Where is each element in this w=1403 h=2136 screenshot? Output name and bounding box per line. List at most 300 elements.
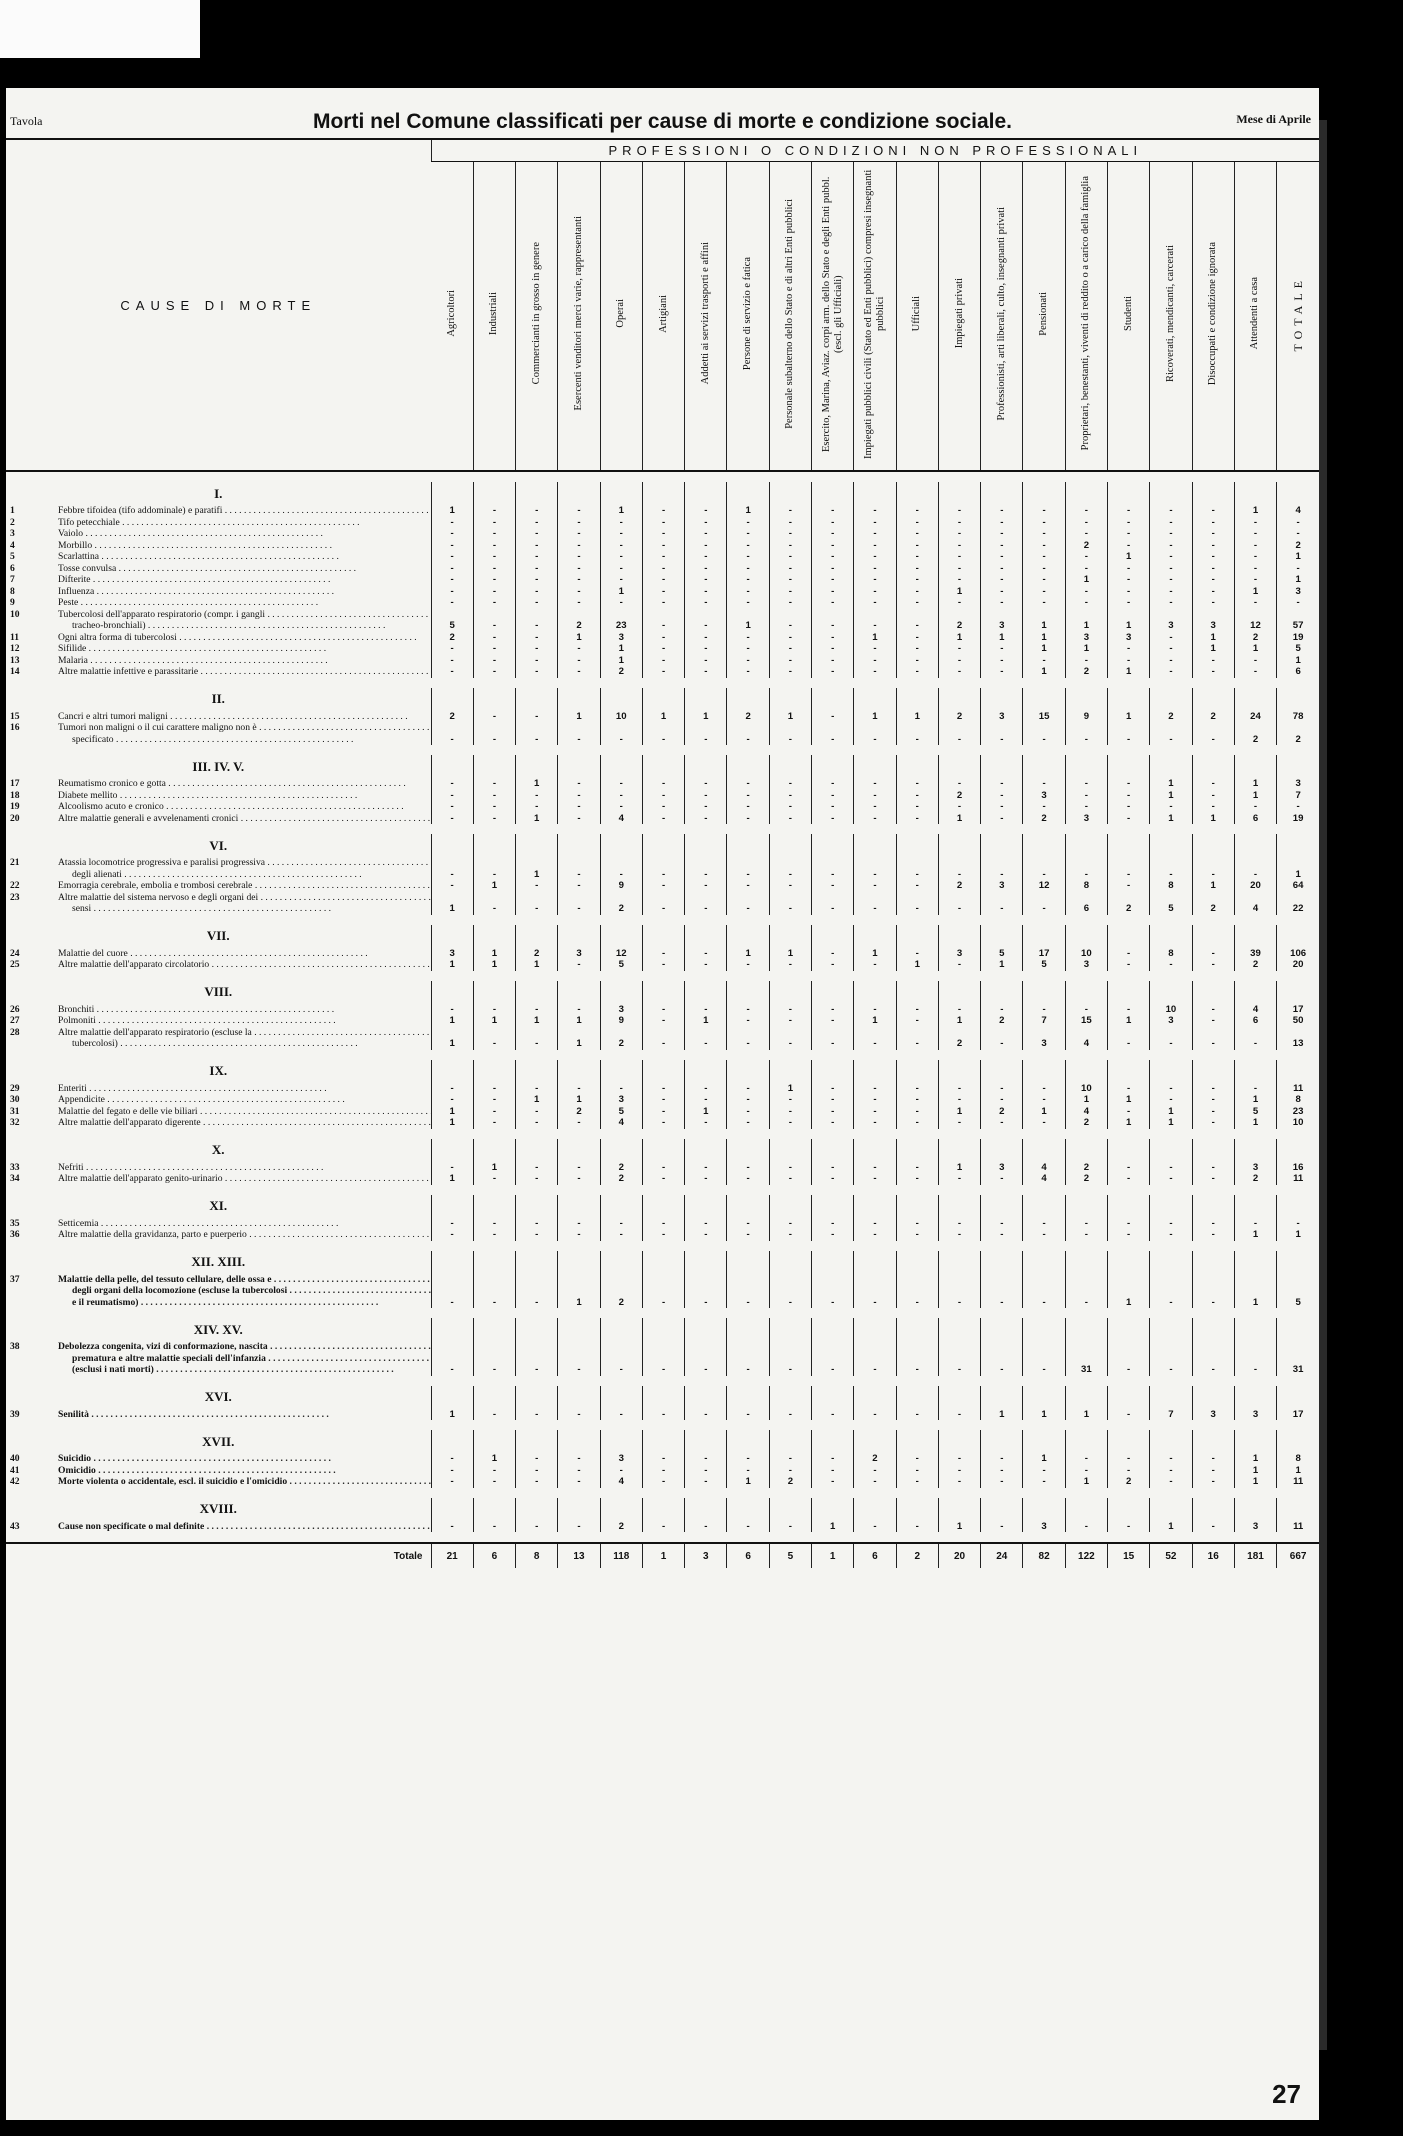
- value-cell: 7: [1150, 1409, 1192, 1421]
- value-cell: 2: [1065, 1117, 1107, 1129]
- value-cell: -: [1023, 1229, 1065, 1241]
- value-cell: -: [769, 1409, 811, 1421]
- value-cell: -: [896, 505, 938, 517]
- column-header-label: Agricoltori: [445, 290, 457, 337]
- value-cell: -: [896, 1117, 938, 1129]
- value-cell: 1: [1277, 1229, 1319, 1241]
- value-cell: -: [727, 1117, 769, 1129]
- value-cell: -: [938, 528, 980, 540]
- cause-number: [10, 1038, 58, 1050]
- value-cell: -: [473, 813, 515, 825]
- value-cell: -: [473, 722, 515, 745]
- value-cell: -: [473, 1094, 515, 1106]
- value-cell: 10: [1065, 1083, 1107, 1095]
- value-cell: 1: [1023, 643, 1065, 655]
- value-cell: -: [431, 1004, 473, 1016]
- value-cell: -: [812, 1027, 854, 1050]
- value-cell: 1: [685, 711, 727, 723]
- cause-cell: [6, 1274, 431, 1309]
- value-cell: -: [1023, 892, 1065, 915]
- cause-number: 1: [10, 505, 15, 516]
- value-cell: -: [812, 1409, 854, 1421]
- value-cell: -: [516, 1162, 558, 1174]
- column-header-label: Pensionati: [1038, 291, 1050, 336]
- column-header-label: Proprietari, benestanti, viventi di reddito o a carico della famiglia: [1080, 176, 1092, 451]
- value-cell: -: [981, 790, 1023, 802]
- value-cell: -: [431, 880, 473, 892]
- section-label: VII.: [206, 928, 230, 943]
- value-cell: -: [1192, 790, 1234, 802]
- value-cell: -: [600, 722, 642, 745]
- value-cell: -: [812, 597, 854, 609]
- value-cell: -: [1023, 1341, 1065, 1376]
- value-cell: -: [685, 597, 727, 609]
- total-cell: 118: [600, 1543, 642, 1568]
- cause-cell: [6, 1162, 431, 1174]
- value-cell: -: [1234, 563, 1276, 575]
- value-cell: -: [473, 574, 515, 586]
- value-cell: 1: [938, 586, 980, 598]
- value-cell: 1: [1277, 551, 1319, 563]
- value-cell: -: [1192, 1453, 1234, 1465]
- value-cell: -: [854, 959, 896, 971]
- value-cell: -: [769, 813, 811, 825]
- column-header: [854, 162, 896, 472]
- value-cell: 1: [981, 959, 1023, 971]
- cause-text: degli alienati . . .: [58, 869, 431, 881]
- value-cell: 9: [600, 1015, 642, 1027]
- table-row: [6, 505, 1319, 517]
- value-cell: -: [685, 574, 727, 586]
- value-cell: -: [642, 1004, 684, 1016]
- value-cell: 1: [938, 1521, 980, 1533]
- total-cell: 6: [854, 1543, 896, 1568]
- table-row: [6, 1117, 1319, 1129]
- value-cell: -: [896, 655, 938, 667]
- value-cell: -: [769, 959, 811, 971]
- value-cell: -: [1108, 1106, 1150, 1118]
- value-cell: -: [1108, 655, 1150, 667]
- value-cell: -: [812, 1117, 854, 1129]
- value-cell: -: [558, 1004, 600, 1016]
- value-cell: 1: [981, 1409, 1023, 1421]
- value-cell: -: [981, 597, 1023, 609]
- value-cell: 1: [1150, 790, 1192, 802]
- value-cell: -: [812, 1004, 854, 1016]
- value-cell: -: [812, 1341, 854, 1376]
- value-cell: -: [642, 528, 684, 540]
- value-cell: -: [1065, 1218, 1107, 1230]
- value-cell: -: [431, 563, 473, 575]
- cause-number: [10, 869, 58, 881]
- section-header-row: [6, 1251, 1319, 1274]
- value-cell: -: [896, 632, 938, 644]
- value-cell: -: [473, 1274, 515, 1309]
- cause-text: Debolezza congenita, vizi di conformazione, nascita . . .: [58, 1341, 431, 1353]
- value-cell: -: [854, 1173, 896, 1185]
- value-cell: 2: [1065, 1162, 1107, 1174]
- cause-number: 12: [10, 643, 20, 654]
- value-cell: -: [685, 643, 727, 655]
- value-cell: -: [1023, 801, 1065, 813]
- value-cell: 4: [1277, 505, 1319, 517]
- value-cell: -: [600, 528, 642, 540]
- value-cell: -: [727, 540, 769, 552]
- value-cell: -: [1192, 540, 1234, 552]
- cause-number: 30: [10, 1094, 20, 1105]
- value-cell: -: [685, 1476, 727, 1488]
- value-cell: 2: [600, 892, 642, 915]
- value-cell: -: [812, 1094, 854, 1106]
- value-cell: 1: [558, 632, 600, 644]
- cause-number: 4: [10, 539, 15, 551]
- value-cell: -: [1108, 563, 1150, 575]
- value-cell: -: [938, 1004, 980, 1016]
- value-cell: 3: [1234, 1162, 1276, 1174]
- total-cell: 3: [685, 1543, 727, 1568]
- value-cell: -: [1108, 1004, 1150, 1016]
- value-cell: -: [896, 1229, 938, 1241]
- value-cell: -: [1023, 1004, 1065, 1016]
- value-cell: -: [558, 563, 600, 575]
- value-cell: -: [1108, 643, 1150, 655]
- value-cell: -: [516, 632, 558, 644]
- cause-cell: [6, 813, 431, 825]
- value-cell: -: [516, 574, 558, 586]
- column-header-label: Personale subalterno dello Stato e di altri Enti pubblici: [784, 198, 796, 429]
- value-cell: -: [1023, 597, 1065, 609]
- value-cell: -: [1192, 1117, 1234, 1129]
- value-cell: -: [642, 666, 684, 678]
- cause-text: Omicidio . . .: [58, 1465, 431, 1477]
- value-cell: -: [981, 722, 1023, 745]
- value-cell: -: [981, 505, 1023, 517]
- value-cell: -: [1234, 597, 1276, 609]
- value-cell: -: [1234, 857, 1276, 880]
- value-cell: -: [1192, 551, 1234, 563]
- value-cell: 1: [854, 632, 896, 644]
- value-cell: -: [896, 778, 938, 790]
- value-cell: 1: [1108, 551, 1150, 563]
- cause-number: 6: [10, 562, 15, 574]
- total-cell: 667: [1277, 1543, 1319, 1568]
- value-cell: 4: [600, 1117, 642, 1129]
- value-cell: 1: [1234, 586, 1276, 598]
- value-cell: -: [516, 1004, 558, 1016]
- cause-cell: [6, 1106, 431, 1118]
- value-cell: -: [1150, 1173, 1192, 1185]
- value-cell: -: [642, 959, 684, 971]
- value-cell: -: [473, 551, 515, 563]
- value-cell: -: [642, 551, 684, 563]
- value-cell: 1: [1023, 632, 1065, 644]
- value-cell: -: [727, 1409, 769, 1421]
- value-cell: -: [1108, 1521, 1150, 1533]
- value-cell: -: [769, 1341, 811, 1376]
- value-cell: 2: [727, 711, 769, 723]
- value-cell: -: [642, 1106, 684, 1118]
- value-cell: -: [558, 1173, 600, 1185]
- value-cell: -: [727, 586, 769, 598]
- page-number: 27: [1272, 2079, 1301, 2109]
- value-cell: -: [981, 517, 1023, 529]
- cause-text: tubercolosi) . . .: [58, 1038, 431, 1050]
- cause-number: 27: [10, 1015, 20, 1026]
- section-label: XVII.: [202, 1433, 235, 1449]
- value-cell: -: [473, 1117, 515, 1129]
- value-cell: 3: [938, 948, 980, 960]
- value-cell: -: [516, 1465, 558, 1477]
- total-cell: 6: [727, 1543, 769, 1568]
- column-header: [981, 162, 1023, 472]
- value-cell: -: [516, 1083, 558, 1095]
- value-cell: -: [685, 528, 727, 540]
- value-cell: -: [938, 722, 980, 745]
- value-cell: -: [981, 1521, 1023, 1533]
- cause-cell: [6, 1476, 431, 1488]
- value-cell: -: [938, 778, 980, 790]
- value-cell: -: [938, 655, 980, 667]
- value-cell: 1: [938, 1162, 980, 1174]
- value-cell: -: [896, 1409, 938, 1421]
- value-cell: -: [431, 1229, 473, 1241]
- value-cell: 1: [473, 959, 515, 971]
- value-cell: -: [1108, 1409, 1150, 1421]
- cause-cell: [6, 1027, 431, 1050]
- value-cell: -: [1150, 666, 1192, 678]
- value-cell: -: [1023, 540, 1065, 552]
- value-cell: -: [516, 1106, 558, 1118]
- value-cell: -: [685, 1341, 727, 1376]
- cause-cell: [6, 892, 431, 915]
- value-cell: -: [1192, 1465, 1234, 1477]
- cause-number: [10, 1297, 58, 1309]
- value-cell: -: [896, 1083, 938, 1095]
- value-cell: 3: [1277, 778, 1319, 790]
- value-cell: 3: [1234, 1409, 1276, 1421]
- value-cell: -: [854, 609, 896, 632]
- value-cell: -: [896, 517, 938, 529]
- column-header-label: Commercianti in grosso in genere: [530, 242, 542, 385]
- value-cell: -: [1150, 1465, 1192, 1477]
- cause-text: Reumatismo cronico e gotta . . .: [58, 778, 431, 790]
- value-cell: -: [812, 643, 854, 655]
- value-cell: -: [896, 597, 938, 609]
- value-cell: -: [1192, 1004, 1234, 1016]
- value-cell: -: [896, 948, 938, 960]
- value-cell: -: [600, 801, 642, 813]
- value-cell: -: [642, 813, 684, 825]
- cause-cell: [6, 563, 431, 575]
- value-cell: 1: [473, 880, 515, 892]
- value-cell: 3: [600, 632, 642, 644]
- value-cell: -: [1234, 1341, 1276, 1376]
- value-cell: 1: [1234, 1453, 1276, 1465]
- section-header-row: [6, 755, 1319, 778]
- column-header: [516, 162, 558, 472]
- value-cell: -: [558, 586, 600, 598]
- value-cell: 1: [1065, 609, 1107, 632]
- value-cell: -: [1023, 1083, 1065, 1095]
- table-row: [6, 1465, 1319, 1477]
- value-cell: 1: [1234, 790, 1276, 802]
- value-cell: -: [473, 540, 515, 552]
- value-cell: -: [938, 1094, 980, 1106]
- value-cell: -: [516, 1218, 558, 1230]
- table-row: [6, 892, 1319, 915]
- cause-cell: [6, 1229, 431, 1241]
- value-cell: -: [558, 655, 600, 667]
- value-cell: -: [854, 1027, 896, 1050]
- total-cell: 2: [896, 1543, 938, 1568]
- value-cell: -: [981, 655, 1023, 667]
- value-cell: -: [516, 517, 558, 529]
- section-label: IX.: [209, 1063, 228, 1078]
- value-cell: -: [1108, 722, 1150, 745]
- cause-number: [10, 1285, 58, 1297]
- value-cell: -: [431, 666, 473, 678]
- value-cell: -: [642, 892, 684, 915]
- value-cell: -: [727, 1218, 769, 1230]
- value-cell: 3: [981, 609, 1023, 632]
- cause-text: Suicidio . . .: [58, 1453, 431, 1465]
- value-cell: 2: [1023, 813, 1065, 825]
- value-cell: -: [896, 609, 938, 632]
- value-cell: 19: [1277, 813, 1319, 825]
- value-cell: 1: [558, 1015, 600, 1027]
- value-cell: 1: [1192, 880, 1234, 892]
- column-header: [473, 162, 515, 472]
- value-cell: 1: [431, 505, 473, 517]
- value-cell: -: [1150, 1229, 1192, 1241]
- value-cell: 2: [769, 1476, 811, 1488]
- value-cell: 4: [1023, 1162, 1065, 1174]
- total-cell: 20: [938, 1543, 980, 1568]
- value-cell: 1: [854, 948, 896, 960]
- value-cell: -: [812, 1274, 854, 1309]
- cause-cell: [6, 1465, 431, 1477]
- value-cell: -: [685, 540, 727, 552]
- value-cell: -: [727, 655, 769, 667]
- value-cell: 2: [1234, 959, 1276, 971]
- value-cell: 15: [1065, 1015, 1107, 1027]
- value-cell: 1: [1234, 1274, 1276, 1309]
- value-cell: -: [1192, 1162, 1234, 1174]
- value-cell: -: [473, 632, 515, 644]
- value-cell: -: [727, 666, 769, 678]
- value-cell: -: [1150, 1218, 1192, 1230]
- value-cell: -: [938, 1465, 980, 1477]
- value-cell: -: [1065, 1521, 1107, 1533]
- value-cell: 24: [1234, 711, 1276, 723]
- value-cell: -: [642, 1218, 684, 1230]
- value-cell: -: [769, 517, 811, 529]
- cause-cell: [6, 857, 431, 880]
- value-cell: 39: [1234, 948, 1276, 960]
- value-cell: -: [642, 948, 684, 960]
- value-cell: -: [685, 959, 727, 971]
- value-cell: -: [1108, 517, 1150, 529]
- value-cell: -: [1192, 505, 1234, 517]
- value-cell: -: [558, 517, 600, 529]
- section-header-row: [6, 1195, 1319, 1218]
- cause-text: Nefriti . . .: [58, 1162, 431, 1174]
- value-cell: -: [473, 1465, 515, 1477]
- cause-cell: [6, 540, 431, 552]
- value-cell: 1: [938, 632, 980, 644]
- value-cell: -: [938, 801, 980, 813]
- value-cell: -: [981, 551, 1023, 563]
- table-row: [6, 540, 1319, 552]
- value-cell: 10: [1277, 1117, 1319, 1129]
- value-cell: 11: [1277, 1521, 1319, 1533]
- value-cell: -: [1192, 586, 1234, 598]
- value-cell: -: [981, 1004, 1023, 1016]
- value-cell: -: [473, 711, 515, 723]
- value-cell: -: [727, 1162, 769, 1174]
- value-cell: 1: [938, 813, 980, 825]
- value-cell: -: [727, 1094, 769, 1106]
- cause-text: Morte violenta o accidentale, escl. il suicidio e l'omicidio . . .: [58, 1476, 431, 1488]
- value-cell: 64: [1277, 880, 1319, 892]
- value-cell: -: [600, 1083, 642, 1095]
- value-cell: 10: [1065, 948, 1107, 960]
- value-cell: -: [1192, 801, 1234, 813]
- value-cell: 5: [1234, 1106, 1276, 1118]
- value-cell: -: [1234, 1027, 1276, 1050]
- value-cell: 3: [1277, 586, 1319, 598]
- value-cell: -: [431, 722, 473, 745]
- value-cell: -: [769, 574, 811, 586]
- value-cell: -: [1150, 632, 1192, 644]
- value-cell: -: [769, 1218, 811, 1230]
- value-cell: -: [473, 778, 515, 790]
- value-cell: -: [685, 1453, 727, 1465]
- value-cell: -: [558, 597, 600, 609]
- value-cell: -: [769, 880, 811, 892]
- value-cell: -: [1192, 1274, 1234, 1309]
- value-cell: -: [1108, 1173, 1150, 1185]
- total-cell: 1: [642, 1543, 684, 1568]
- value-cell: -: [812, 801, 854, 813]
- month-label: Mese di Aprile: [1236, 112, 1311, 126]
- value-cell: -: [600, 574, 642, 586]
- table-row: [6, 778, 1319, 790]
- value-cell: -: [600, 1465, 642, 1477]
- value-cell: -: [854, 597, 896, 609]
- cause-number: 5: [10, 551, 15, 562]
- cause-text: Peste . . .: [58, 597, 431, 609]
- value-cell: -: [600, 857, 642, 880]
- value-cell: -: [1277, 1218, 1319, 1230]
- value-cell: -: [769, 892, 811, 915]
- value-cell: -: [685, 857, 727, 880]
- cause-text: Atassia locomotrice progressiva e paralisi progressiva . . .: [58, 857, 431, 869]
- value-cell: -: [1192, 1218, 1234, 1230]
- value-cell: 1: [685, 1106, 727, 1118]
- value-cell: -: [1023, 528, 1065, 540]
- value-cell: -: [854, 528, 896, 540]
- value-cell: 1: [1065, 1409, 1107, 1421]
- value-cell: -: [769, 857, 811, 880]
- cause-cell: [6, 666, 431, 678]
- value-cell: 1: [769, 711, 811, 723]
- value-cell: -: [981, 1453, 1023, 1465]
- value-cell: 1: [473, 948, 515, 960]
- cause-cell: [6, 1094, 431, 1106]
- value-cell: -: [431, 1094, 473, 1106]
- value-cell: -: [642, 1409, 684, 1421]
